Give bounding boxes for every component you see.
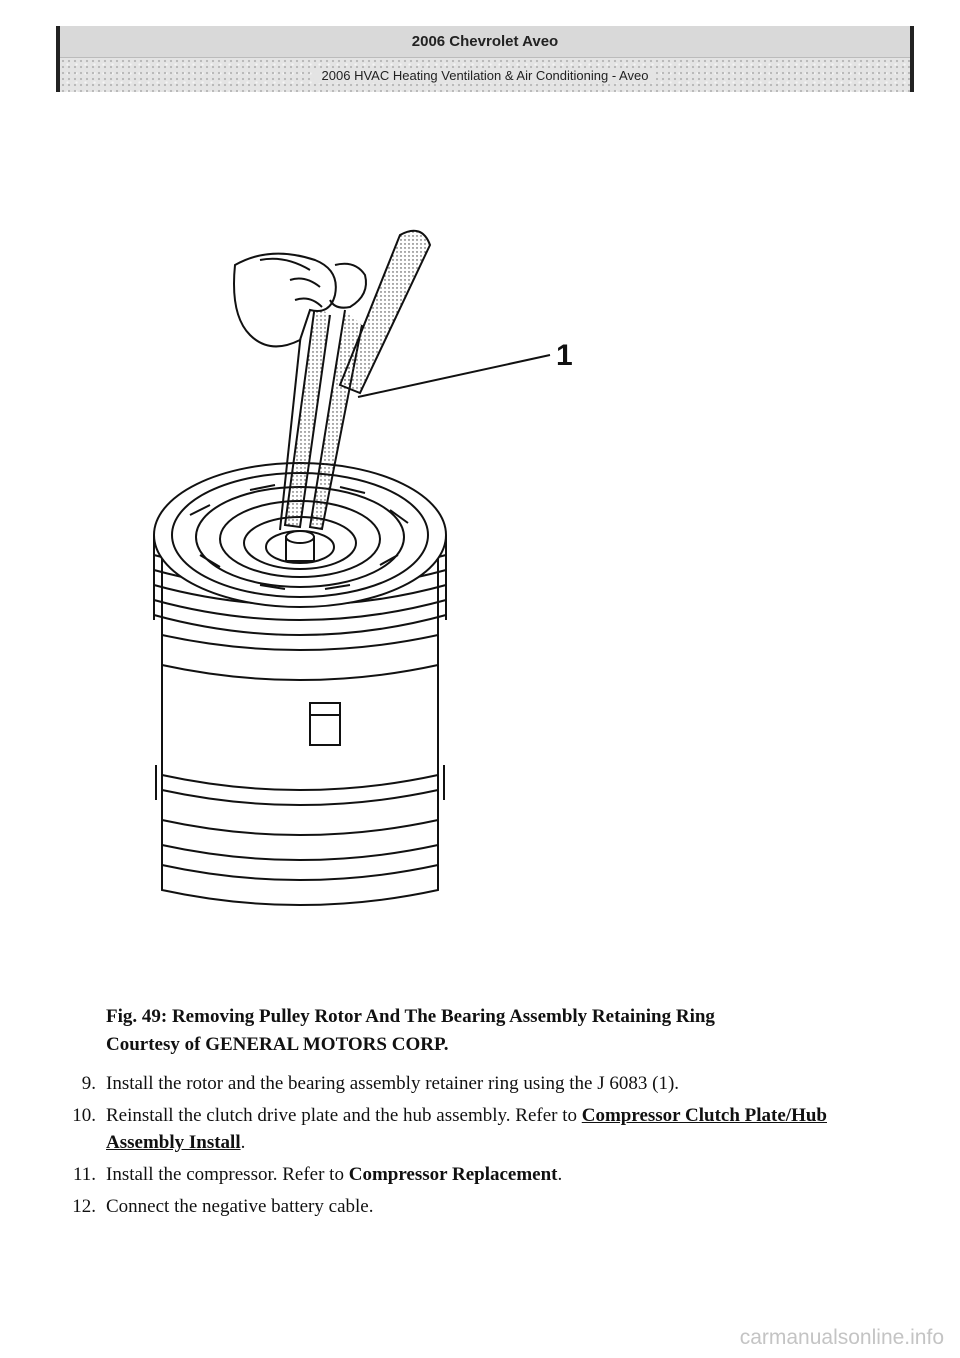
step-10 bbox=[40, 1102, 900, 1156]
step-text-part: . bbox=[240, 1132, 246, 1153]
step-11 bbox=[40, 1161, 900, 1188]
document-title: 2006 Chevrolet Aveo bbox=[60, 26, 910, 58]
caption-credit: Courtesy of GENERAL MOTORS CORP. bbox=[106, 1034, 449, 1055]
caption-title: Fig. 49: Removing Pulley Rotor And The Bearing Assembly Retaining Ring bbox=[106, 1006, 715, 1027]
step-text-part: Reinstall the clutch drive plate and the hub assembly. Refer to bbox=[106, 1105, 582, 1126]
step-text bbox=[106, 1161, 900, 1188]
step-text-part: . bbox=[557, 1164, 563, 1185]
step-12 bbox=[40, 1193, 900, 1220]
document-subtitle-bar bbox=[60, 58, 910, 92]
step-number: 10. bbox=[72, 1105, 96, 1126]
step-number: 9. bbox=[81, 1073, 96, 1094]
document-subtitle: 2006 HVAC Heating Ventilation & Air Conditioning - Aveo bbox=[314, 68, 657, 83]
step-9 bbox=[40, 1070, 900, 1097]
page-header bbox=[56, 26, 914, 92]
compressor-clutch-install-link[interactable]: Compressor Clutch Plate/Hub Assembly Install bbox=[106, 1105, 827, 1153]
callout-label: 1 bbox=[556, 339, 573, 372]
compressor-pulley-illustration bbox=[140, 215, 590, 915]
figure-caption bbox=[106, 1003, 886, 1059]
step-text: Install the rotor and the bearing assembly retainer ring using the J 6083 (1). bbox=[106, 1073, 680, 1094]
step-text-part: Install the compressor. Refer to bbox=[106, 1164, 349, 1185]
step-text: Connect the negative battery cable. bbox=[106, 1196, 374, 1217]
step-number: 12. bbox=[72, 1196, 96, 1217]
watermark: carmanualsonline.info bbox=[739, 1326, 944, 1349]
step-number: 11. bbox=[72, 1164, 96, 1185]
step-text bbox=[106, 1102, 900, 1156]
compressor-replacement-link[interactable]: Compressor Replacement bbox=[348, 1164, 558, 1185]
procedure-steps bbox=[40, 1070, 900, 1225]
